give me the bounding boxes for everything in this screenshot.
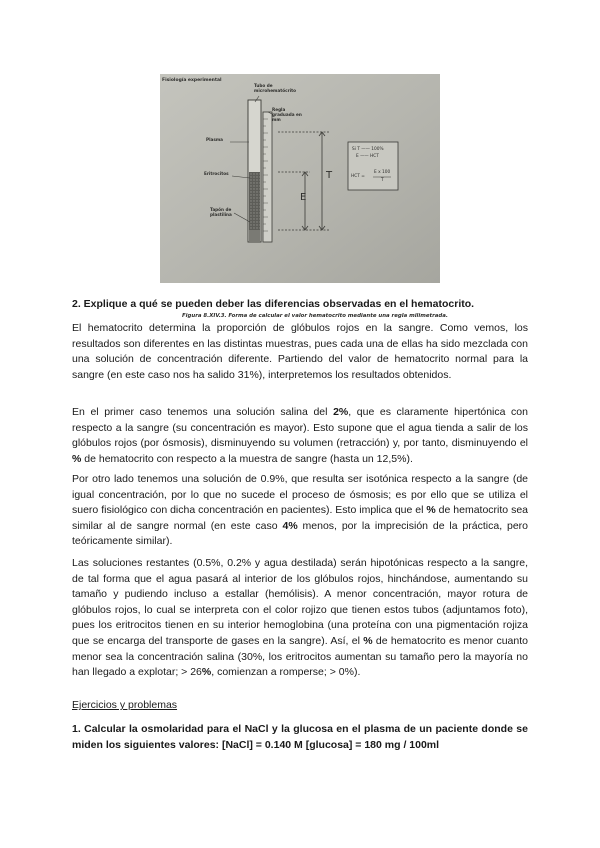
erythrocyte-column <box>249 172 260 230</box>
formula-denominator: T <box>381 178 384 183</box>
p3-text-e: menos, por la imprecisión de la práctica, pero teóricamente similar). <box>72 519 528 548</box>
paragraph-4 <box>72 556 528 681</box>
tube-label: Tubo de microhematócrito <box>254 83 296 93</box>
exercise-1: 1. Calcular la osmolaridad para el NaCl y la glucosa en el plasma de un paciente donde se miden los siguientes valores: [NaCl] = 0.140 M [glucosa] = 180 mg / 100ml <box>72 723 528 751</box>
figure-drawing <box>160 74 440 283</box>
T-label: T <box>326 170 333 181</box>
formula-line-1: Si T —— 100% <box>352 147 384 152</box>
figure-caption: Figura 8.XIV.3. Forma de calcular el valor hematocrito mediante una regla milimetrada. <box>182 313 448 319</box>
p3-bold-symbol: % <box>426 504 436 517</box>
p2-text-e: de hematocrito con respecto a la muestra de sangre (hasta un 12,5%). <box>81 452 413 465</box>
formula-line-3: HCT = <box>351 174 365 179</box>
p4-text-a: Las soluciones restantes (0.5%, 0.2% y agua destilada) serán hipotónicas respecto a la sangre, de tal forma que el agua pasará al interior de los glóbulos rojos, hinchándose, aumentando su tamaño y pudiendo incluso a estallar (hemólisis). A menor concentración, mayor rotura de glóbulos rojos, lo cual se interpreta con el color rojizo que tienen estos tubos (adjuntamos foto), pues los eritrocitos tienen en su interior hemoglobina (una proteína con una pigmentación rojiza que se encarga del transporte de gases en la sangre). Así, el <box>72 557 528 647</box>
p4-text-c: de hematocrito es menor cuanto menor sea la concentración salina (30%, los eritrocitos aumentan su tamaño pero la mayoría no han llegado a explotar; > 26 <box>72 634 528 679</box>
formula-numerator: E x 100 <box>374 170 391 175</box>
figure-header: Fisiología experimental <box>162 78 222 83</box>
p4-text-e: , comienzan a romperse; > 0%). <box>211 666 361 679</box>
plastic-plug <box>249 230 260 242</box>
p3-text-c: de hematocrito sea similar al de sangre normal (en este caso <box>72 504 528 532</box>
paragraph-2 <box>72 405 528 467</box>
mm-ruler <box>263 112 272 242</box>
erythrocytes-label: Eritrocitos <box>204 171 229 176</box>
question-2-heading: 2. Explique a qué se pueden deber las diferencias observadas en el hematocrito. <box>72 298 475 310</box>
paragraph-1: El hematocrito determina la proporción de glóbulos rojos en la sangre. Como vemos, los resultados son diferentes en las distintas muestras, pues cada una de ellas ha sido mezclada con una solución de concentración diferente. Partiendo del valor de hematocrito normal para la sangre (en este caso nos ha salido 31%), interpretemos los resultados obtenidos. <box>72 322 528 381</box>
p2-bold-symbol: % <box>72 452 82 465</box>
E-label: E <box>300 192 307 203</box>
p2-bold-percent: 2% <box>333 406 349 418</box>
p3-text-a: Por otro lado tenemos una solución de 0.9%, que resulta ser isotónica respecto a la sangre (de igual concentración, por lo que no sucede el proceso de ósmosis; es por ello que se utiliza el suero fisiológico con dicha concentración en pacientes). Esto implica que el <box>72 473 528 517</box>
p3-bold-percent: 4% <box>282 519 298 532</box>
p2-text-c: , que es claramente hipertónica con respecto a la sangre (su concentración es mayor). Esto supone que el agua tienda a salir de los glóbulos rojos (por ósmosis), disminuyendo su volumen (retracción) y, por tanto, disminuyendo el <box>72 406 528 450</box>
plug-label: Tapón de plastilina <box>210 207 232 217</box>
exercises-title: Ejercicios y problemas <box>72 699 178 711</box>
p2-text-a: En el primer caso tenemos una solución salina del <box>72 406 334 418</box>
formula-line-2: E —— HCT <box>356 154 379 159</box>
ruler-label: Regla graduada en mm <box>272 107 302 122</box>
plasma-label: Plasma <box>206 137 224 142</box>
p4-bold-symbol-2: % <box>201 666 212 679</box>
p4-bold-symbol-1: % <box>363 634 373 647</box>
paragraph-3 <box>72 472 528 550</box>
